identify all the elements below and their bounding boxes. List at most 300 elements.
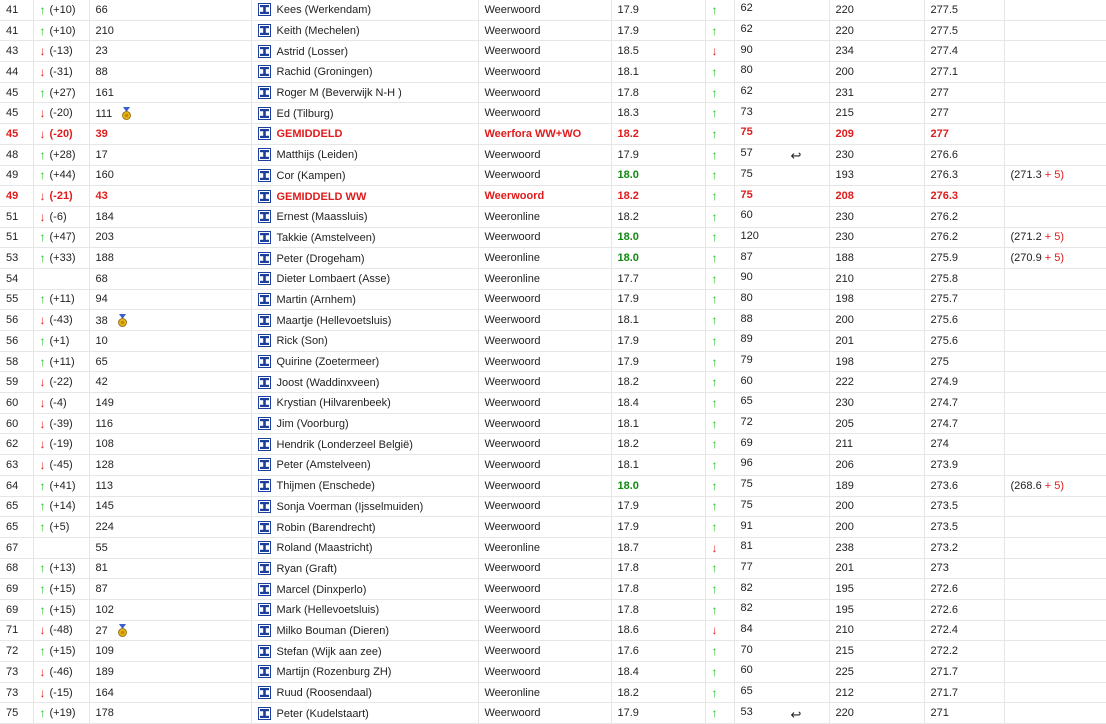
points: 189 bbox=[835, 479, 854, 492]
arrow-up-icon: ↑ bbox=[711, 189, 718, 204]
arrow-up-icon: ↑ bbox=[39, 499, 46, 514]
source-cell bbox=[478, 144, 611, 165]
rank-change: (+13) bbox=[49, 562, 76, 575]
forecast-icon[interactable] bbox=[258, 603, 271, 616]
trend-cell bbox=[705, 248, 734, 269]
source-cell bbox=[478, 331, 611, 352]
forecast-icon[interactable] bbox=[258, 293, 271, 306]
forum-source: Weerwoord bbox=[484, 583, 541, 596]
trend-cell bbox=[705, 124, 734, 145]
bonus-cell bbox=[1004, 496, 1106, 517]
change-cell bbox=[33, 517, 89, 538]
source-cell bbox=[478, 62, 611, 83]
rank: 63 bbox=[6, 458, 19, 471]
rank: 68 bbox=[6, 562, 19, 575]
bonus-cell bbox=[1004, 372, 1106, 393]
rank: 45 bbox=[6, 86, 19, 99]
forecast-icon[interactable] bbox=[258, 376, 271, 389]
bonus-cell bbox=[1004, 682, 1106, 703]
temperature: 17.8 bbox=[617, 562, 639, 575]
participant-cell bbox=[251, 703, 478, 724]
rank-cell bbox=[0, 620, 33, 641]
change-cell bbox=[33, 0, 89, 20]
previous-rank-cell bbox=[89, 227, 251, 248]
temperature: 17.9 bbox=[617, 500, 639, 513]
bonus-cell bbox=[1004, 455, 1106, 476]
rank-change: (+11) bbox=[49, 355, 75, 368]
source-cell bbox=[478, 41, 611, 62]
score-cell bbox=[734, 475, 829, 496]
arrow-up-icon: ↑ bbox=[711, 520, 718, 535]
trend-cell bbox=[705, 268, 734, 289]
rank-cell bbox=[0, 186, 33, 207]
participant-cell bbox=[251, 62, 478, 83]
previous-rank-cell bbox=[89, 703, 251, 724]
forum-source: Weerwoord bbox=[484, 500, 541, 513]
rank-cell bbox=[0, 558, 33, 579]
total-cell bbox=[924, 41, 1004, 62]
score-cell bbox=[734, 393, 829, 414]
temperature: 18.1 bbox=[617, 314, 639, 327]
temperature-cell bbox=[611, 41, 705, 62]
change-cell bbox=[33, 248, 89, 269]
points: 188 bbox=[835, 252, 854, 265]
score-cell bbox=[734, 206, 829, 227]
arrow-down-icon: ↓ bbox=[39, 416, 46, 431]
points: 198 bbox=[835, 355, 854, 368]
total-cell bbox=[924, 62, 1004, 83]
forecast-icon[interactable] bbox=[258, 686, 271, 699]
forecast-icon[interactable] bbox=[258, 355, 271, 368]
score: 62 bbox=[740, 85, 753, 98]
previous-rank-cell bbox=[89, 41, 251, 62]
previous-rank-cell bbox=[89, 165, 251, 186]
total-score: 271.7 bbox=[930, 665, 959, 678]
forecast-icon[interactable] bbox=[258, 583, 271, 596]
points: 220 bbox=[835, 24, 854, 37]
table-row bbox=[0, 144, 1106, 165]
participant-name: Takkie (Amstelveen) bbox=[276, 231, 376, 244]
score: 88 bbox=[740, 312, 753, 325]
forecast-icon[interactable] bbox=[258, 127, 271, 140]
previous-rank: 210 bbox=[95, 24, 114, 37]
average-row bbox=[0, 186, 1106, 207]
points-cell bbox=[829, 641, 924, 662]
forecast-icon[interactable] bbox=[258, 148, 271, 161]
forecast-icon[interactable] bbox=[258, 479, 271, 492]
rank: 65 bbox=[6, 500, 19, 513]
forum-source: Weerwoord bbox=[484, 624, 541, 637]
score-before-bonus: (271.3 bbox=[1010, 169, 1042, 182]
forum-source: Weerwoord bbox=[484, 645, 541, 658]
total-score: 275.6 bbox=[930, 314, 959, 327]
temperature: 18.2 bbox=[617, 210, 639, 223]
previous-rank-cell bbox=[89, 475, 251, 496]
rank-cell bbox=[0, 124, 33, 145]
arrow-up-icon: ↑ bbox=[39, 582, 46, 597]
temperature: 17.8 bbox=[617, 603, 639, 616]
arrow-down-icon: ↓ bbox=[39, 64, 46, 79]
participant-name: Ruud (Roosendaal) bbox=[276, 687, 372, 700]
arrow-down-icon: ↓ bbox=[39, 437, 46, 452]
previous-rank-cell bbox=[89, 682, 251, 703]
forecast-icon[interactable] bbox=[258, 645, 271, 658]
total-cell bbox=[924, 662, 1004, 683]
rank-cell bbox=[0, 393, 33, 414]
forum-source: Weerwoord bbox=[484, 190, 545, 203]
score-cell bbox=[734, 248, 829, 269]
temperature-cell bbox=[611, 124, 705, 145]
total-score: 273.5 bbox=[930, 521, 959, 534]
arrow-up-icon: ↑ bbox=[39, 706, 46, 721]
forecast-icon[interactable] bbox=[258, 624, 271, 637]
source-cell bbox=[478, 372, 611, 393]
source-cell bbox=[478, 20, 611, 41]
total-cell bbox=[924, 144, 1004, 165]
change-cell bbox=[33, 20, 89, 41]
forecast-icon[interactable] bbox=[258, 190, 271, 203]
participant-cell bbox=[251, 144, 478, 165]
total-cell bbox=[924, 186, 1004, 207]
score-cell bbox=[734, 620, 829, 641]
temperature-cell bbox=[611, 662, 705, 683]
total-score: 272.4 bbox=[930, 624, 959, 637]
participant-cell bbox=[251, 579, 478, 600]
change-cell bbox=[33, 537, 89, 558]
score: 75 bbox=[740, 126, 753, 139]
total-cell bbox=[924, 599, 1004, 620]
trend-cell bbox=[705, 579, 734, 600]
temperature-cell bbox=[611, 434, 705, 455]
participant-cell bbox=[251, 206, 478, 227]
temperature-cell bbox=[611, 62, 705, 83]
rank-cell bbox=[0, 682, 33, 703]
total-score: 272.2 bbox=[930, 645, 959, 658]
forum-source: Weerwoord bbox=[484, 314, 541, 327]
rank-cell bbox=[0, 579, 33, 600]
points: 231 bbox=[835, 86, 854, 99]
forecast-icon[interactable] bbox=[258, 314, 271, 327]
forecast-icon[interactable] bbox=[258, 707, 271, 720]
trend-cell bbox=[705, 682, 734, 703]
score-cell bbox=[734, 268, 829, 289]
forum-source: Weerwoord bbox=[484, 355, 541, 368]
rank-change: (-48) bbox=[49, 624, 73, 637]
previous-rank: 224 bbox=[95, 521, 114, 534]
previous-rank-cell bbox=[89, 82, 251, 103]
forecast-icon[interactable] bbox=[258, 210, 271, 223]
total-score: 275.9 bbox=[930, 252, 959, 265]
previous-rank-cell bbox=[89, 599, 251, 620]
table-row bbox=[0, 641, 1106, 662]
participant-name: Thijmen (Enschede) bbox=[276, 480, 375, 493]
score: 80 bbox=[740, 64, 753, 77]
points-cell bbox=[829, 165, 924, 186]
rank-cell bbox=[0, 517, 33, 538]
arrow-up-icon: ↑ bbox=[711, 664, 718, 679]
participant-name: Rick (Son) bbox=[276, 335, 328, 348]
temperature: 18.1 bbox=[617, 417, 639, 430]
rank-change: (+33) bbox=[49, 252, 76, 265]
forecast-icon[interactable] bbox=[258, 521, 271, 534]
rank-cell bbox=[0, 20, 33, 41]
source-cell bbox=[478, 227, 611, 248]
bonus-cell bbox=[1004, 103, 1106, 124]
arrow-up-icon: ↑ bbox=[711, 64, 718, 79]
participant-name: Marcel (Dinxperlo) bbox=[276, 583, 367, 596]
participant-cell bbox=[251, 227, 478, 248]
temperature-cell bbox=[611, 537, 705, 558]
arrow-up-icon: ↑ bbox=[711, 499, 718, 514]
score: 73 bbox=[740, 105, 753, 118]
points-cell bbox=[829, 558, 924, 579]
trend-cell bbox=[705, 475, 734, 496]
forecast-icon[interactable] bbox=[258, 272, 271, 285]
trend-cell bbox=[705, 434, 734, 455]
temperature: 17.9 bbox=[617, 148, 639, 161]
participant-cell bbox=[251, 517, 478, 538]
rank-cell bbox=[0, 351, 33, 372]
source-cell bbox=[478, 475, 611, 496]
score-cell bbox=[734, 641, 829, 662]
total-score: 274 bbox=[930, 438, 949, 451]
participant-cell bbox=[251, 103, 478, 124]
arrow-down-icon: ↓ bbox=[39, 189, 46, 204]
score-before-bonus: (268.6 bbox=[1010, 479, 1042, 492]
forecast-icon[interactable] bbox=[258, 252, 271, 265]
forecast-icon[interactable] bbox=[258, 24, 271, 37]
forum-source: Weerwoord bbox=[484, 458, 541, 471]
score: 72 bbox=[740, 416, 753, 429]
score: 70 bbox=[740, 643, 753, 656]
rank-cell bbox=[0, 662, 33, 683]
forum-source: Weeronline bbox=[484, 272, 540, 285]
rank: 73 bbox=[6, 665, 19, 678]
arrow-up-icon: ↑ bbox=[711, 561, 718, 576]
arrow-down-icon: ↓ bbox=[711, 623, 718, 638]
temperature: 17.6 bbox=[617, 645, 639, 658]
total-score: 272.6 bbox=[930, 603, 959, 616]
forecast-icon[interactable] bbox=[258, 334, 271, 347]
source-cell bbox=[478, 434, 611, 455]
previous-rank-cell bbox=[89, 537, 251, 558]
score-cell bbox=[734, 331, 829, 352]
previous-rank-cell bbox=[89, 496, 251, 517]
table-row bbox=[0, 227, 1106, 248]
rank: 65 bbox=[6, 521, 19, 534]
points-cell bbox=[829, 537, 924, 558]
rank: 45 bbox=[6, 127, 19, 140]
score: 81 bbox=[740, 540, 753, 553]
rank: 43 bbox=[6, 45, 19, 58]
rank-cell bbox=[0, 310, 33, 331]
score: 75 bbox=[740, 167, 753, 180]
score: 120 bbox=[740, 229, 759, 242]
change-cell bbox=[33, 227, 89, 248]
previous-rank-cell bbox=[89, 558, 251, 579]
participant-cell bbox=[251, 393, 478, 414]
arrow-up-icon: ↑ bbox=[39, 85, 46, 100]
previous-rank: 184 bbox=[95, 210, 114, 223]
temperature-cell bbox=[611, 517, 705, 538]
forecast-icon[interactable] bbox=[258, 107, 271, 120]
previous-rank: 42 bbox=[95, 376, 108, 389]
bonus-cell bbox=[1004, 393, 1106, 414]
previous-rank: 38 bbox=[95, 314, 108, 327]
rank-change: (+19) bbox=[49, 707, 76, 720]
rank-change: (+41) bbox=[49, 479, 76, 492]
forum-source: Weeronline bbox=[484, 686, 540, 699]
total-cell bbox=[924, 393, 1004, 414]
rank-cell bbox=[0, 496, 33, 517]
table-row bbox=[0, 558, 1106, 579]
score-cell bbox=[734, 434, 829, 455]
participant-cell bbox=[251, 20, 478, 41]
rank-cell bbox=[0, 434, 33, 455]
participant-name: Jim (Voorburg) bbox=[276, 418, 349, 431]
change-cell bbox=[33, 599, 89, 620]
change-cell bbox=[33, 393, 89, 414]
arrow-down-icon: ↓ bbox=[39, 126, 46, 141]
points-cell bbox=[829, 434, 924, 455]
forecast-icon[interactable] bbox=[258, 665, 271, 678]
trend-cell bbox=[705, 103, 734, 124]
participant-cell bbox=[251, 351, 478, 372]
forecast-icon[interactable] bbox=[258, 65, 271, 78]
rank-change: (+11) bbox=[49, 293, 75, 306]
total-score: 276.3 bbox=[930, 169, 959, 182]
points: 222 bbox=[835, 376, 854, 389]
table-row bbox=[0, 103, 1106, 124]
points-cell bbox=[829, 351, 924, 372]
table-row bbox=[0, 310, 1106, 331]
forecast-icon[interactable] bbox=[258, 562, 271, 575]
temperature: 18.5 bbox=[617, 45, 639, 58]
trend-cell bbox=[705, 331, 734, 352]
participant-cell bbox=[251, 434, 478, 455]
forecast-icon[interactable] bbox=[258, 541, 271, 554]
score: 65 bbox=[740, 395, 753, 408]
total-cell bbox=[924, 82, 1004, 103]
total-cell bbox=[924, 268, 1004, 289]
previous-rank: 109 bbox=[95, 645, 114, 658]
points-cell bbox=[829, 103, 924, 124]
arrow-up-icon: ↑ bbox=[711, 85, 718, 100]
forecast-icon[interactable] bbox=[258, 417, 271, 430]
temperature-cell bbox=[611, 165, 705, 186]
previous-rank: 23 bbox=[95, 45, 108, 58]
rank-cell bbox=[0, 372, 33, 393]
trend-cell bbox=[705, 413, 734, 434]
temperature-cell bbox=[611, 289, 705, 310]
previous-rank: 161 bbox=[95, 86, 114, 99]
rank-cell bbox=[0, 206, 33, 227]
previous-rank: 189 bbox=[95, 665, 114, 678]
change-cell bbox=[33, 703, 89, 724]
participant-cell bbox=[251, 310, 478, 331]
participant-name: Peter (Amstelveen) bbox=[276, 459, 371, 472]
participant-name: Quirine (Zoetermeer) bbox=[276, 356, 380, 369]
rank-change: (-46) bbox=[49, 665, 73, 678]
points: 225 bbox=[835, 665, 854, 678]
score-cell bbox=[734, 124, 829, 145]
forecast-icon[interactable] bbox=[258, 396, 271, 409]
participant-cell bbox=[251, 413, 478, 434]
rank-cell bbox=[0, 331, 33, 352]
score-cell bbox=[734, 20, 829, 41]
forum-source: Weeronline bbox=[484, 541, 540, 554]
rank-cell bbox=[0, 289, 33, 310]
score: 62 bbox=[740, 23, 753, 36]
participant-name: Martijn (Rozenburg ZH) bbox=[276, 666, 392, 679]
change-cell bbox=[33, 662, 89, 683]
temperature-cell bbox=[611, 703, 705, 724]
rank-change: (-43) bbox=[49, 314, 73, 327]
rank-change: (-22) bbox=[49, 376, 73, 389]
forecast-icon[interactable] bbox=[258, 438, 271, 451]
total-score: 277.4 bbox=[930, 45, 959, 58]
arrow-up-icon: ↑ bbox=[39, 354, 46, 369]
arrow-down-icon: ↓ bbox=[39, 106, 46, 121]
forecast-icon[interactable] bbox=[258, 169, 271, 182]
score-cell bbox=[734, 144, 829, 165]
participant-cell bbox=[251, 268, 478, 289]
forecast-icon[interactable] bbox=[258, 86, 271, 99]
change-cell bbox=[33, 310, 89, 331]
rank-change: (-4) bbox=[49, 396, 67, 409]
bonus-points: + 5) bbox=[1044, 169, 1065, 182]
source-cell bbox=[478, 206, 611, 227]
total-score: 277 bbox=[930, 127, 949, 140]
arrow-down-icon: ↓ bbox=[39, 664, 46, 679]
bonus-cell bbox=[1004, 558, 1106, 579]
score-cell bbox=[734, 62, 829, 83]
points: 208 bbox=[835, 190, 854, 203]
forecast-icon[interactable] bbox=[258, 231, 271, 244]
source-cell bbox=[478, 662, 611, 683]
temperature-cell bbox=[611, 310, 705, 331]
trend-cell bbox=[705, 537, 734, 558]
bonus-cell bbox=[1004, 165, 1106, 186]
score: 60 bbox=[740, 209, 753, 222]
arrow-up-icon: ↑ bbox=[711, 457, 718, 472]
points: 198 bbox=[835, 293, 854, 306]
arrow-up-icon: ↑ bbox=[711, 437, 718, 452]
forecast-icon[interactable] bbox=[258, 500, 271, 513]
change-cell bbox=[33, 372, 89, 393]
total-cell bbox=[924, 351, 1004, 372]
arrow-down-icon: ↓ bbox=[711, 44, 718, 59]
forum-source: Weerwoord bbox=[484, 148, 541, 161]
points-cell bbox=[829, 144, 924, 165]
score: 75 bbox=[740, 478, 753, 491]
table-row bbox=[0, 165, 1106, 186]
previous-rank: 55 bbox=[95, 541, 108, 554]
table-row bbox=[0, 62, 1106, 83]
arrow-up-icon: ↑ bbox=[39, 292, 46, 307]
bonus-cell bbox=[1004, 517, 1106, 538]
total-cell bbox=[924, 434, 1004, 455]
rank: 45 bbox=[6, 107, 19, 120]
change-cell bbox=[33, 620, 89, 641]
rank: 71 bbox=[6, 624, 19, 637]
forecast-icon[interactable] bbox=[258, 458, 271, 471]
forecast-icon[interactable] bbox=[258, 3, 271, 16]
points: 238 bbox=[835, 541, 854, 554]
forecast-icon[interactable] bbox=[258, 45, 271, 58]
total-score: 275.8 bbox=[930, 272, 959, 285]
rank-change: (+5) bbox=[49, 521, 70, 534]
